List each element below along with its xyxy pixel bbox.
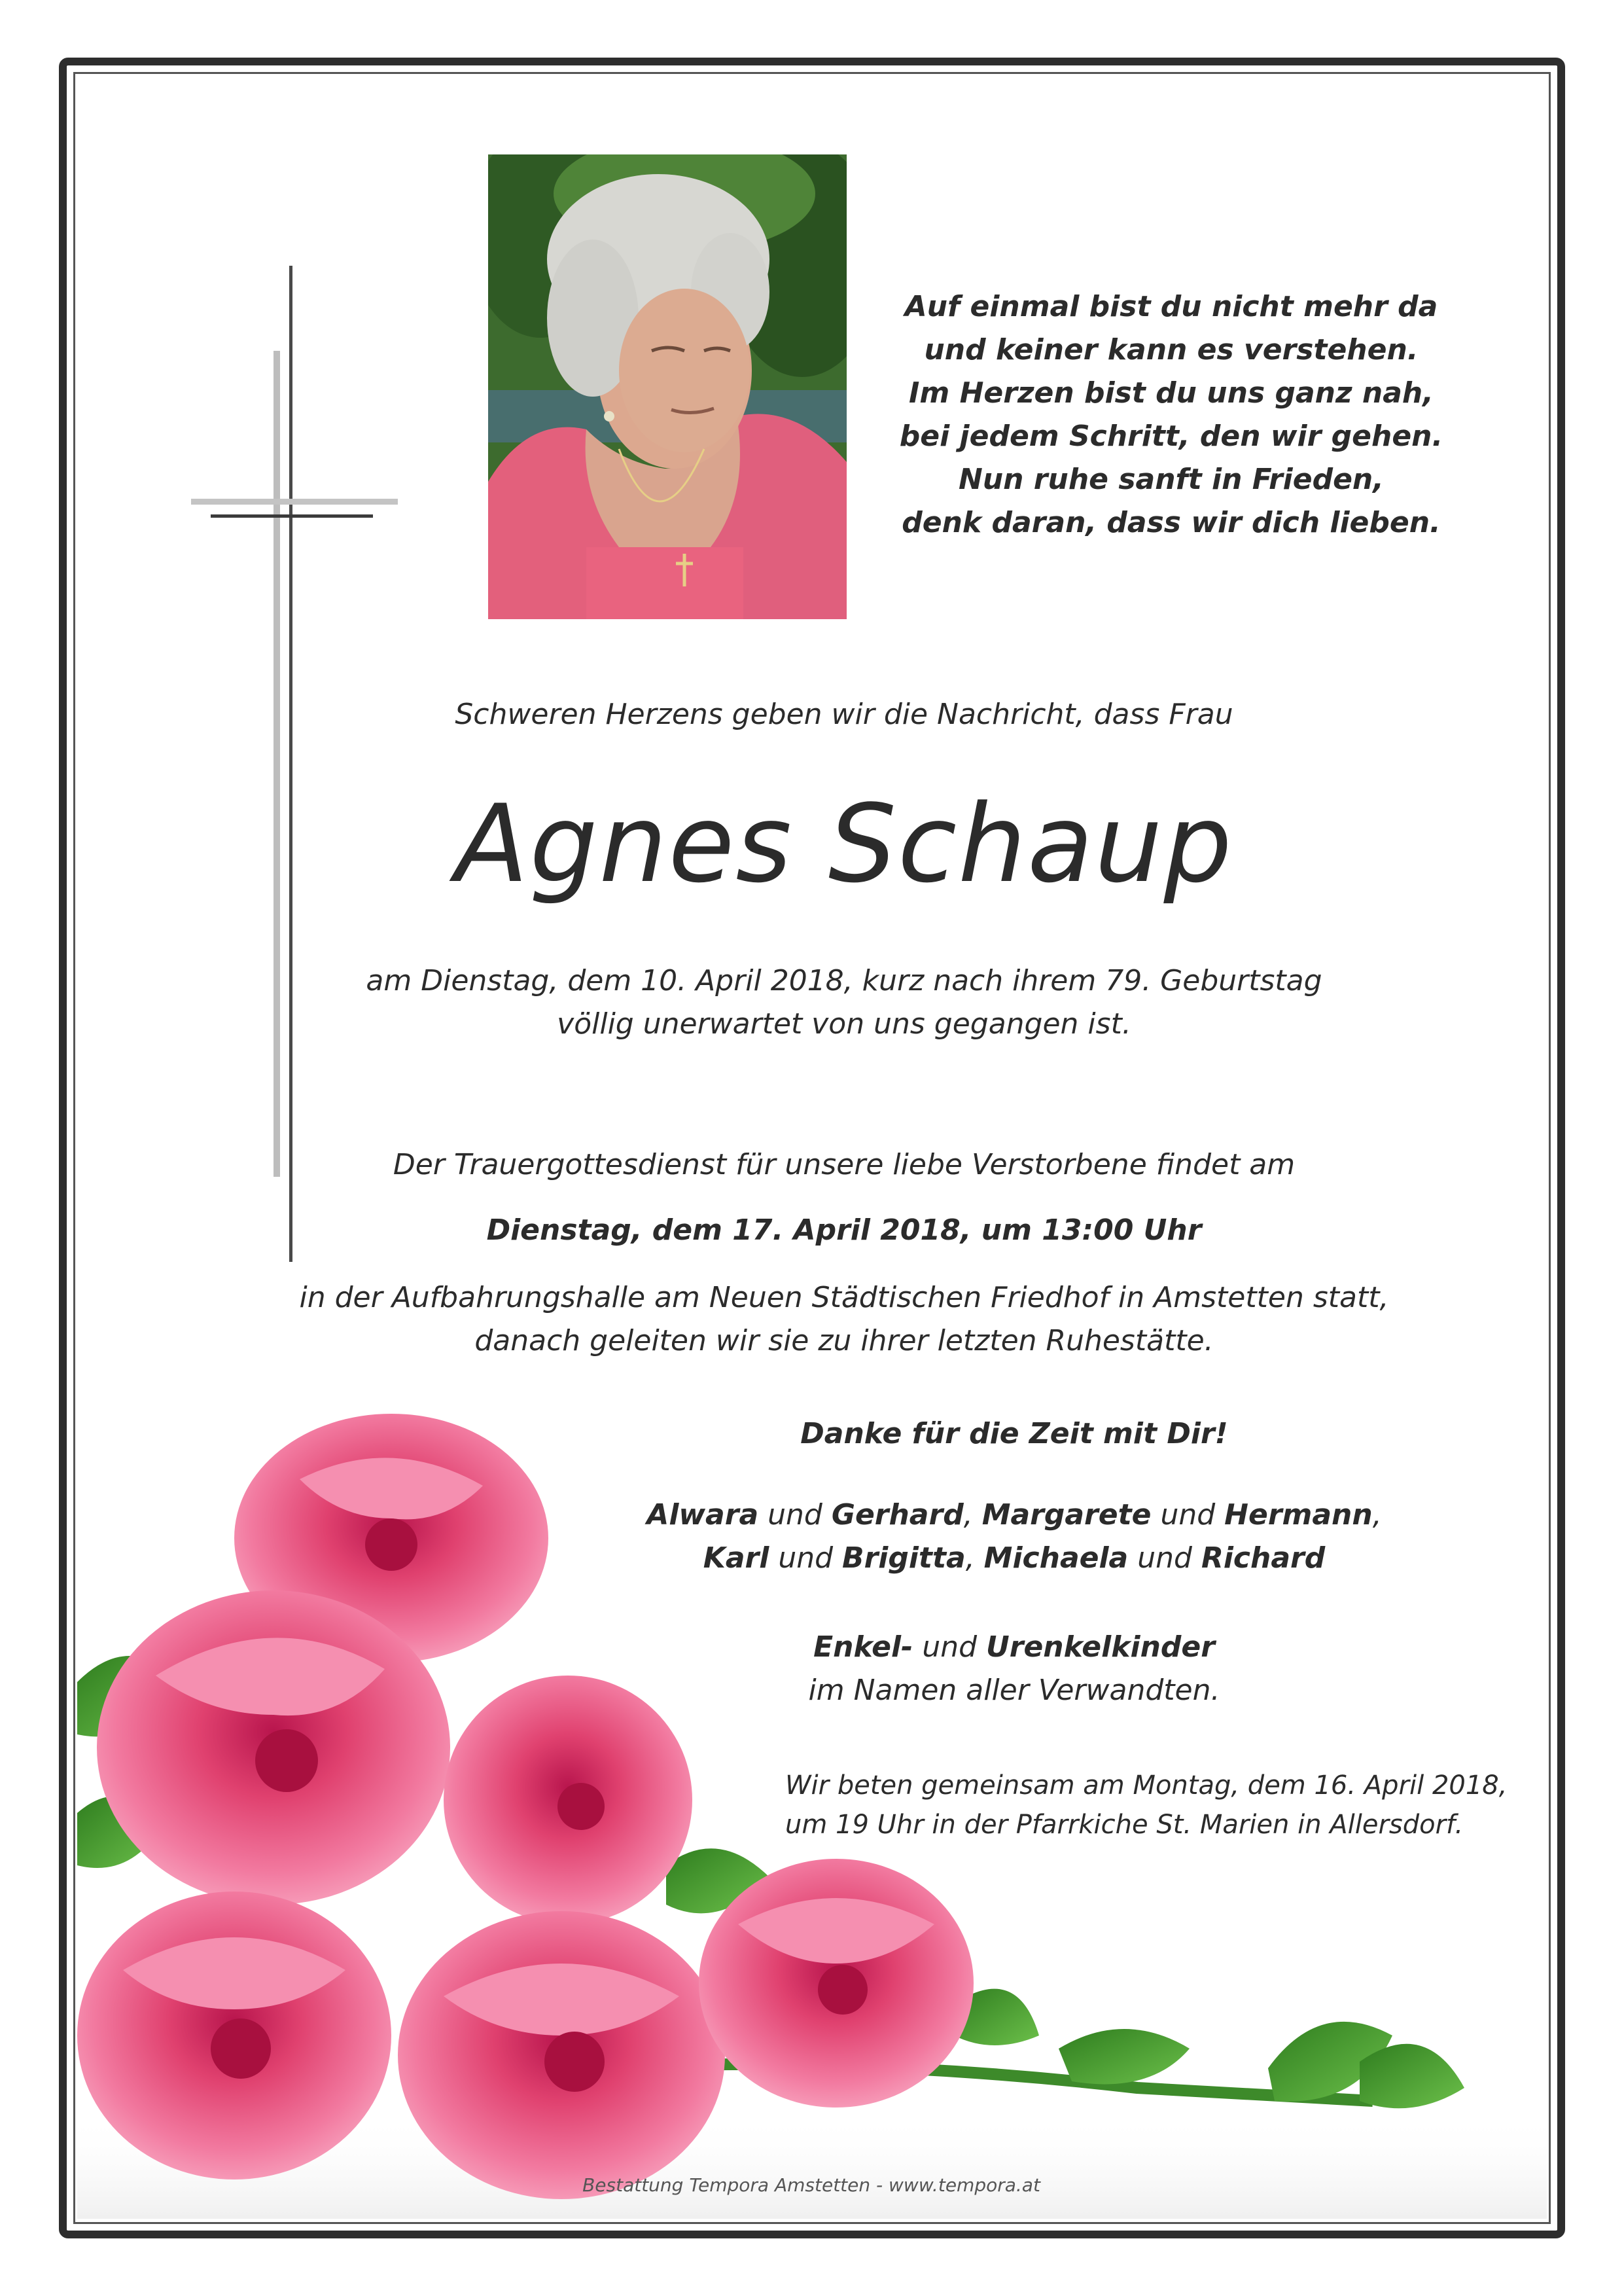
connector-text: und — [913, 1630, 987, 1664]
grandchildren — [615, 1626, 1413, 1712]
relatives-line: im Namen aller Verwandten. — [808, 1674, 1220, 1707]
service-intro: Der Trauergottesdienst für unsere liebe Verstorbene findet am — [393, 1148, 1296, 1181]
family-name: Hermann — [1224, 1498, 1373, 1532]
connector-text: und — [1151, 1498, 1225, 1532]
service-place-line: danach geleiten wir sie zu ihrer letzten Ruhestätte. — [474, 1324, 1214, 1357]
poem-line: bei jedem Schritt, den wir gehen. — [899, 420, 1443, 453]
grandchildren-label: Enkel- — [813, 1630, 913, 1664]
family-name: Karl — [703, 1541, 769, 1575]
prayer-notice — [785, 1766, 1518, 1844]
family-name: Michaela — [983, 1541, 1129, 1575]
connector-text: und — [769, 1541, 843, 1575]
connector-text: , — [1372, 1498, 1382, 1532]
family-names — [615, 1494, 1413, 1580]
family-name: Alwara — [646, 1498, 759, 1532]
deceased-name: Agnes Schaup — [455, 781, 1233, 906]
poem-line: und keiner kann es verstehen. — [924, 333, 1419, 367]
family-name: Gerhard — [831, 1498, 964, 1532]
connector-text: und — [758, 1498, 832, 1532]
announcement-intro: Schweren Herzens geben wir die Nachricht, dass Frau — [455, 698, 1233, 731]
service-date: Dienstag, dem 17. April 2018, um 13:00 Uhr — [486, 1213, 1202, 1247]
connector-text: , — [963, 1498, 982, 1532]
family-name: Brigitta — [842, 1541, 966, 1575]
prayer-line: um 19 Uhr in der Pfarrkiche St. Marien in Allersdorf. — [785, 1810, 1464, 1840]
death-line: am Dienstag, dem 10. April 2018, kurz nach ihrem 79. Geburtstag — [366, 964, 1322, 997]
poem — [896, 285, 1446, 545]
poem-line: Im Herzen bist du uns ganz nah, — [909, 376, 1434, 410]
thanks-line: Danke für die Zeit mit Dir! — [800, 1417, 1228, 1450]
death-line: völlig unerwartet von uns gegangen ist. — [557, 1007, 1131, 1041]
poem-line: denk daran, dass wir dich lieben. — [902, 506, 1441, 539]
footer-credit: Bestattung Tempora Amstetten - www.tempora.at — [582, 2174, 1040, 2196]
family-name: Richard — [1201, 1541, 1326, 1575]
death-notice — [288, 960, 1400, 1046]
service-place-line: in der Aufbahrungshalle am Neuen Städtischen Friedhof in Amstetten statt, — [299, 1281, 1389, 1314]
connector-text: , — [965, 1541, 984, 1575]
service-place — [236, 1276, 1453, 1363]
connector-text: und — [1128, 1541, 1201, 1575]
family-line-2 — [615, 1537, 1413, 1580]
poem-line: Nun ruhe sanft in Frieden, — [959, 463, 1384, 496]
poem-line: Auf einmal bist du nicht mehr da — [904, 290, 1438, 323]
grandchildren-line — [615, 1626, 1413, 1669]
prayer-line: Wir beten gemeinsam am Montag, dem 16. April 2018, — [785, 1770, 1508, 1801]
grandchildren-label: Urenkelkinder — [986, 1630, 1215, 1664]
portrait-photo — [488, 154, 847, 619]
family-line-1 — [615, 1494, 1413, 1537]
family-name: Margarete — [981, 1498, 1152, 1532]
